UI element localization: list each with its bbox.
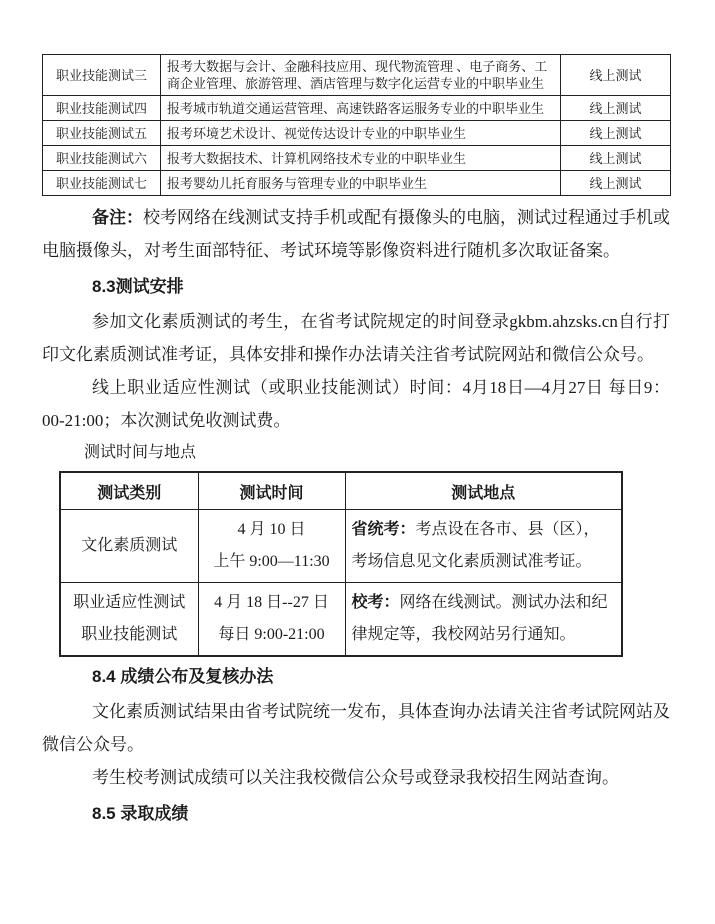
- schedule-table-caption: 测试时间与地点: [84, 444, 197, 461]
- table-row: [43, 171, 671, 196]
- section-heading-8-5: 8.5 录取成绩: [92, 804, 189, 823]
- test-mode-cell: 线上测试: [561, 146, 671, 171]
- schedule-time-cell: [198, 510, 345, 583]
- schedule-table: [59, 471, 623, 657]
- schedule-time-line: 上午 9:00—11:30: [213, 553, 330, 570]
- test-eligibility-cell: 报考环境艺术设计、视觉传达设计专业的中职毕业生: [161, 121, 561, 146]
- schedule-category-line: 文化素质测试: [81, 537, 178, 554]
- schedule-location-label: 省统考：: [351, 521, 416, 538]
- test-eligibility-cell: 报考大数据与会计、金融科技应用、现代物流管理 、电子商务、工商企业管理、旅游管理、酒店管理与数字化运营专业的中职毕业生: [161, 55, 561, 96]
- schedule-category-cell: [60, 510, 198, 583]
- test-category-cell: 职业技能测试七: [43, 171, 161, 196]
- paragraph-score-query: 考生校考测试成绩可以关注我校微信公众号或登录我校招生网站查询。: [92, 768, 619, 787]
- paragraph-print-ticket: 参加文化素质测试的考生，在省考试院规定的时间登录gkbm.ahzsks.cn自行打印文化素质测试准考证，具体安排和操作办法请关注省考试院网站和微信公众号。: [42, 312, 670, 364]
- test-category-cell: 职业技能测试四: [43, 96, 161, 121]
- remark-paragraph: [42, 201, 670, 267]
- schedule-category-line: 职业技能测试: [81, 626, 178, 643]
- remark-text: 校考网络在线测试支持手机或配有摄像头的电脑，测试过程通过手机或电脑摄像头，对考生面部特征、考试环境等影像资料进行随机多次取证备案。: [42, 208, 670, 260]
- table-row: [43, 55, 671, 96]
- test-mode-cell: 线上测试: [561, 55, 671, 96]
- test-category-cell: 职业技能测试六: [43, 146, 161, 171]
- test-eligibility-cell: 报考婴幼儿托育服务与管理专业的中职毕业生: [161, 171, 561, 196]
- document-content: [42, 54, 670, 832]
- schedule-time-line: 4 月 10 日: [237, 521, 306, 538]
- remark-label: 备注：: [92, 208, 143, 227]
- test-mode-cell: 线上测试: [561, 96, 671, 121]
- paragraph-online-test-time: 线上职业适应性测试（或职业技能测试）时间：4月18日—4月27日 每日9：00-21:00；本次测试免收测试费。: [42, 378, 670, 430]
- section-heading-8-3: 8.3测试安排: [92, 277, 184, 296]
- table-row: [60, 510, 622, 583]
- schedule-category-cell: [60, 583, 198, 657]
- table-row: [43, 121, 671, 146]
- schedule-time-line: 每日 9:00-21:00: [218, 626, 325, 643]
- column-header-time: 测试时间: [198, 472, 345, 510]
- test-mode-cell: 线上测试: [561, 171, 671, 196]
- schedule-location-text: 网络在线测试。测试办法和纪律规定等，我校网站另行通知。: [351, 594, 608, 643]
- column-header-location: 测试地点: [345, 472, 622, 510]
- paragraph-score-release: 文化素质测试结果由省考试院统一发布，具体查询办法请关注省考试院网站及微信公众号。: [42, 702, 670, 754]
- schedule-location-text: 考点设在各市、县（区），考场信息见文化素质测试准考证。: [351, 521, 600, 570]
- test-eligibility-cell: 报考城市轨道交通运营管理、高速铁路客运服务专业的中职毕业生: [161, 96, 561, 121]
- schedule-location-cell: [345, 583, 622, 657]
- schedule-category-line: 职业适应性测试: [73, 594, 186, 611]
- table-row: [60, 583, 622, 657]
- test-category-cell: 职业技能测试三: [43, 55, 161, 96]
- table-row: [43, 96, 671, 121]
- test-category-cell: 职业技能测试五: [43, 121, 161, 146]
- section-heading-8-4: 8.4 成绩公布及复核办法: [92, 667, 274, 686]
- schedule-time-cell: [198, 583, 345, 657]
- schedule-time-line: 4 月 18 日--27 日: [214, 594, 329, 611]
- table-header-row: [60, 472, 622, 510]
- test-mode-cell: 线上测试: [561, 121, 671, 146]
- schedule-location-label: 校考：: [351, 594, 400, 611]
- skill-test-table: [42, 54, 671, 196]
- test-eligibility-cell: 报考大数据技术、计算机网络技术专业的中职毕业生: [161, 146, 561, 171]
- table-row: [43, 146, 671, 171]
- schedule-location-cell: [345, 510, 622, 583]
- column-header-category: 测试类别: [60, 472, 198, 510]
